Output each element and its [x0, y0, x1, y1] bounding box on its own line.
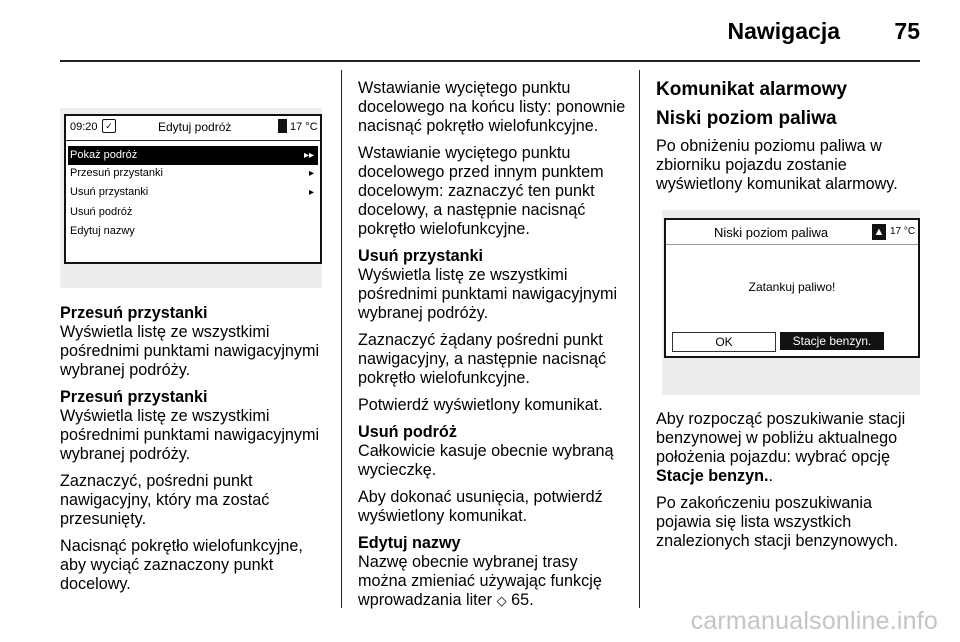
- chevron-right-icon: ▸: [308, 168, 314, 179]
- menu-item-label: Przesuń przystanki: [70, 167, 163, 179]
- paragraph: Wyświetla listę ze wszystkimi pośrednimi punktami nawigacyjnymi wybranej podróży.: [60, 323, 320, 379]
- nav-icon: ✓: [102, 119, 116, 133]
- edit-trip-screen: [60, 108, 322, 288]
- low-fuel-screen: [662, 210, 920, 395]
- paragraph: Wyświetla listę ze wszystkimi pośrednimi punktami nawigacyjnymi wybranej podróży.: [60, 407, 320, 463]
- paragraph: Zaznaczyć żądany pośredni punkt nawigacyjny, a następnie nacisnąć pokrętło wielofunkcyjne.: [358, 331, 607, 387]
- menu-item-label: Usuń przystanki: [70, 186, 149, 198]
- column-divider: [341, 70, 342, 608]
- screen-frame: [64, 114, 322, 264]
- watermark: carmanualsonline.info: [690, 607, 938, 635]
- paragraph: [656, 410, 928, 486]
- screen-title: Edytuj podróż: [158, 120, 232, 134]
- menu-item-delete-trip[interactable]: [68, 203, 318, 222]
- header-rule: [60, 60, 920, 62]
- fuel-icon: [278, 119, 287, 133]
- paragraph: Wstawianie wyciętego punktu docelowego przed innym punktem docelowym: zaznaczyć ten punkt docelowy, a następnie nacisnąć pokrętło wielofunkcyjne.: [358, 144, 604, 238]
- column-3: [656, 79, 928, 202]
- screen-frame: [664, 218, 920, 358]
- heading-edit-names: Edytuj nazwy: [358, 534, 461, 552]
- page-header: [0, 0, 960, 60]
- paragraph: Po zakończeniu poszukiwania pojawia się lista wszystkich znalezionych stacji benzynowych.: [656, 494, 899, 550]
- paragraph: Zaznaczyć, pośredni punkt nawigacyjny, który ma zostać przesunięty.: [60, 472, 270, 528]
- paragraph: Wstawianie wyciętego punktu docelowego na końcu listy: ponownie nacisnąć pokrętło wielofunkcyjne.: [358, 79, 626, 135]
- paragraph-text: Aby rozpocząć poszukiwanie stacji benzynowej w pobliżu aktualnego położenia pojazdu: wybrać opcję: [656, 410, 906, 466]
- column-1: [60, 304, 332, 602]
- temperature: 17 °C: [890, 226, 916, 237]
- chevron-right-icon: ▸▸: [303, 150, 314, 161]
- column-divider: [639, 70, 640, 608]
- page-reference[interactable]: 65.: [511, 591, 534, 609]
- paragraph: Nacisnąć pokrętło wielofunkcyjne, aby wyciąć zaznaczony punkt docelowy.: [60, 537, 303, 593]
- gas-stations-button[interactable]: Stacje benzyn.: [780, 332, 884, 350]
- heading-low-fuel: Niski poziom paliwa: [656, 108, 837, 129]
- menu-item-label: Edytuj nazwy: [70, 225, 135, 237]
- column-3-lower: [656, 410, 928, 559]
- menu-item-label: Usuń podróż: [70, 206, 133, 218]
- heading-move-stops: Przesuń przystanki: [60, 304, 208, 322]
- paragraph: Wyświetla listę ze wszystkimi pośrednimi punktami nawigacyjnymi wybranej podróży.: [358, 266, 618, 322]
- heading-move-stops-2: Przesuń przystanki: [60, 388, 208, 406]
- paragraph: Potwierdź wyświetlony komunikat.: [358, 396, 603, 414]
- ok-button[interactable]: OK: [672, 332, 776, 352]
- screen-title: Niski poziom paliwa: [714, 225, 829, 240]
- warning-icon: ▲: [873, 226, 885, 238]
- screen-status-bar: [666, 220, 918, 245]
- heading-warning-message: Komunikat alarmowy: [656, 79, 848, 100]
- menu-item-delete-stops[interactable]: [68, 183, 318, 202]
- paragraph-end: .: [768, 467, 773, 485]
- heading-delete-stops: Usuń przystanki: [358, 247, 484, 265]
- menu-item-move-stops[interactable]: [68, 164, 318, 183]
- paragraph: Po obniżeniu poziomu paliwa w zbiorniku pojazdu zostanie wyświetlony komunikat alarmowy.: [656, 137, 898, 193]
- paragraph: [358, 553, 630, 610]
- menu-item-show-trip[interactable]: [68, 146, 318, 165]
- paragraph: Całkowicie kasuje obecnie wybraną wycieczkę.: [358, 442, 614, 479]
- clock: 09:20: [70, 121, 98, 133]
- temperature: 17 °C: [290, 121, 318, 133]
- column-2: [358, 79, 630, 618]
- page-number: 75: [894, 18, 920, 44]
- warning-message: Zatankuj paliwo!: [748, 280, 836, 294]
- chevron-right-icon: ▸: [308, 187, 314, 198]
- menu-item-label: Pokaż podróż: [70, 149, 138, 161]
- heading-delete-trip: Usuń podróż: [358, 423, 457, 441]
- screen-status-bar: [66, 116, 320, 141]
- section-title: Nawigacja: [727, 18, 840, 44]
- paragraph-text: Nazwę obecnie wybranej trasy można zmieniać używając funkcję wprowadzania liter: [358, 553, 602, 609]
- option-name: Stacje benzyn.: [656, 467, 769, 485]
- paragraph: Aby dokonać usunięcia, potwierdź wyświetlony komunikat.: [358, 488, 603, 525]
- menu-item-edit-names[interactable]: [68, 222, 318, 241]
- page-reference-icon: ◇: [496, 593, 507, 608]
